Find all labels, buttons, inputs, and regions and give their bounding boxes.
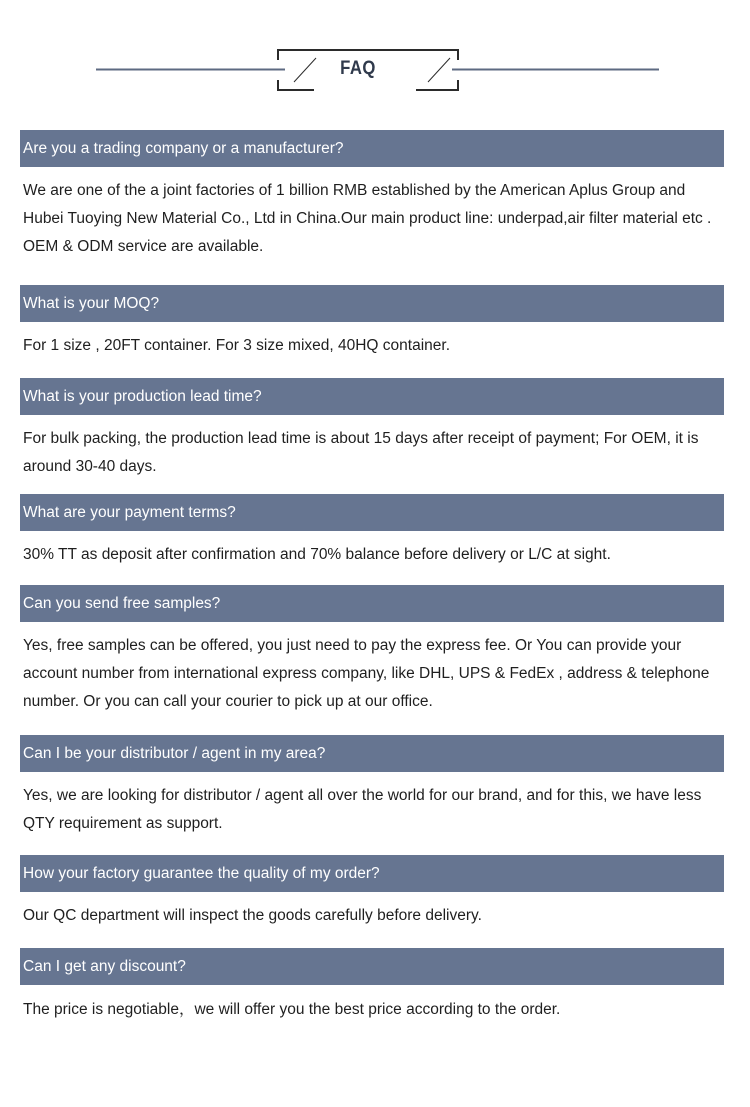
- faq-header: [0, 0, 750, 110]
- faq-answer-moq: For 1 size , 20FT container. For 3 size mixed, 40HQ container.: [23, 337, 451, 354]
- frame-bottom-right: [416, 80, 458, 90]
- faq-answer-trading-or-manufacturer: We are one of the a joint factories of 1 billion RMB established by the American Aplus Group and Hubei Tuoying New Material Co., Ltd in China.Our main product line: underpad,air filter material etc . OEM & ODM service are available.: [23, 182, 712, 255]
- faq-question-distributor: Can I be your distributor / agent in my area?: [20, 735, 724, 772]
- faq-answer-discount: The price is negotiable，we will offer you the best price according to the order.: [23, 1001, 561, 1018]
- faq-header-ornament: [0, 0, 750, 110]
- faq-question-moq: What is your MOQ?: [20, 285, 724, 322]
- faq-title: FAQ: [340, 58, 376, 79]
- faq-question-lead-time: What is your production lead time?: [20, 378, 724, 415]
- faq-question-free-samples: Can you send free samples?: [20, 585, 724, 622]
- faq-answer-payment-terms: 30% TT as deposit after confirmation and 70% balance before delivery or L/C at sight.: [23, 546, 611, 563]
- slash-right: [428, 58, 450, 82]
- frame-bottom-left: [278, 80, 314, 90]
- faq-question-payment-terms: What are your payment terms?: [20, 494, 724, 531]
- faq-question-discount: Can I get any discount?: [20, 948, 724, 985]
- slash-left: [294, 58, 316, 82]
- faq-question-trading-or-manufacturer: Are you a trading company or a manufacturer?: [20, 130, 724, 167]
- faq-answer-lead-time: For bulk packing, the production lead time is about 15 days after receipt of payment; For OEM, it is around 30-40 days.: [23, 430, 699, 475]
- faq-answer-quality: Our QC department will inspect the goods carefully before delivery.: [23, 907, 482, 924]
- faq-answer-free-samples: Yes, free samples can be offered, you just need to pay the express fee. Or You can provide your account number from international express company, like DHL, UPS & FedEx , address & telephone number. Or you can call your courier to pick up at our office.: [23, 637, 710, 710]
- faq-answer-distributor: Yes, we are looking for distributor / agent all over the world for our brand, and for this, we have less QTY requirement as support.: [23, 787, 702, 832]
- faq-question-quality: How your factory guarantee the quality of my order?: [20, 855, 724, 892]
